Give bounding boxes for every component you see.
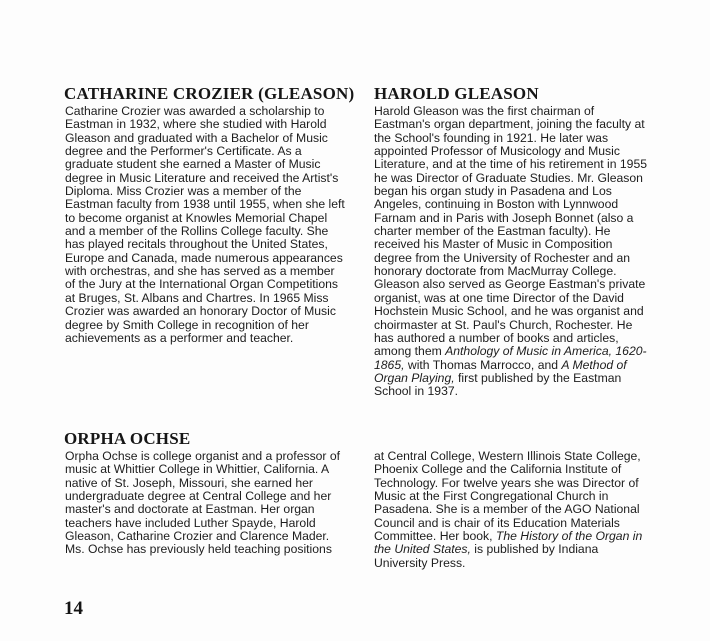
- body-line: Ms. Ochse has previously held teaching positions: [65, 542, 332, 557]
- body-line: honorary doctorate from MacMurray College.: [374, 264, 617, 279]
- body-line: Literature, and at the time of his retirement in 1955: [374, 157, 648, 172]
- body-line: undergraduate degree at Central College and her: [65, 489, 332, 504]
- body-line: Orpha Ochse is college organist and a professor of: [65, 449, 341, 463]
- body-line: music at Whittier College in Whittier, California. A: [65, 462, 330, 477]
- section-body-ochse-col2: [374, 450, 642, 570]
- body-line: Gleason and graduated with a Bachelor of Music: [65, 130, 328, 145]
- body-line: of the Jury at the International Organ Competitions: [65, 277, 339, 292]
- text-run: among them: [374, 344, 446, 359]
- body-line: choirmaster at St. Paul's Church, Rochester. He: [374, 317, 633, 332]
- body-line: the School's founding in 1921. He later was: [374, 130, 609, 145]
- body-line: School in 1937.: [374, 384, 459, 399]
- body-line: Eastman's organ department, joining the faculty at: [374, 117, 645, 132]
- body-line: native of St. Joseph, Missouri, she earned her: [65, 475, 313, 490]
- body-line: has played recitals throughout the United States,: [65, 237, 328, 252]
- book-title: The History of the Organ in: [495, 529, 643, 544]
- book-title: Organ Playing,: [374, 370, 455, 385]
- body-line: [374, 372, 647, 385]
- body-line: at Central College, Western Illinois State College,: [374, 449, 641, 463]
- body-line: Farnam and in Paris with Joseph Bonnet (also a: [374, 210, 634, 225]
- body-line: degree by Smith College in recognition of her: [65, 317, 309, 332]
- body-line: Diploma. Miss Crozier was a member of the: [65, 184, 302, 199]
- book-title: the United States,: [374, 542, 471, 557]
- body-line: at Bruges, St. Albans and Chartres. In 1965 Miss: [65, 290, 329, 305]
- body-line: [374, 359, 647, 372]
- text-run: Committee. Her book,: [374, 529, 496, 544]
- body-line: to become organist at Knowles Memorial Chapel: [65, 210, 328, 225]
- section-body-ochse-col1: [65, 450, 340, 557]
- body-line: Crozier was awarded an honorary Doctor of Music: [65, 304, 336, 319]
- body-line: appointed Professor of Musicology and Music: [374, 144, 620, 159]
- section-heading-crozier: CATHARINE CROZIER (GLEASON): [64, 84, 355, 103]
- book-title: 1865,: [374, 357, 405, 372]
- body-line: Europe and Canada, made numerous appearances: [65, 250, 343, 265]
- body-line: University Press.: [374, 555, 466, 570]
- body-line: Phoenix College and the California Institute of: [374, 462, 622, 477]
- body-line: teachers have included Luther Spayde, Harold: [65, 515, 316, 530]
- body-line: has authored a number of books and articles,: [374, 330, 619, 345]
- section-body-crozier: [65, 105, 345, 345]
- section-heading-gleason: HAROLD GLEASON: [374, 84, 539, 103]
- body-line: Gleason, Catharine Crozier and Clarence Mader.: [65, 529, 330, 544]
- body-line: [374, 543, 642, 556]
- text-run: with Thomas Marrocco, and: [404, 357, 562, 372]
- body-line: charter member of the Eastman faculty). He: [374, 224, 611, 239]
- body-line: began his organ study in Pasadena and Los: [374, 184, 612, 199]
- body-line: achievements as a performer and teacher.: [65, 330, 294, 345]
- book-title: Anthology of Music in America, 1620-: [445, 344, 647, 359]
- body-line: Pasadena. She is a member of the AGO National: [374, 502, 640, 517]
- body-line: graduate student she earned a Master of Music: [65, 157, 321, 172]
- section-body-gleason: [374, 105, 647, 399]
- body-line: received his Master of Music in Composition: [374, 237, 613, 252]
- text-run: is published by Indiana: [470, 542, 599, 557]
- body-line: [374, 530, 642, 543]
- body-line: degree from the University of Rochester and an: [374, 250, 631, 265]
- text-run: first published by the Eastman: [454, 370, 622, 385]
- page-number: 14: [64, 598, 83, 619]
- body-line: Technology. For twelve years she was Director of: [374, 475, 639, 490]
- body-line: organist, was at one time Director of the David: [374, 290, 624, 305]
- body-line: Angeles, continuing in Boston with Lynnwood: [374, 197, 619, 212]
- section-heading-ochse: ORPHA OCHSE: [64, 429, 191, 448]
- body-line: and a member of the Rollins College faculty. She: [65, 224, 329, 239]
- body-line: Gleason also served as George Eastman's private: [374, 277, 646, 292]
- body-line: degree and the Performer's Certificate. As a: [65, 144, 302, 159]
- body-line: Catharine Crozier was awarded a scholarship to: [65, 104, 325, 118]
- body-line: master's and doctorate at Eastman. Her organ: [65, 502, 315, 517]
- body-line: Harold Gleason was the first chairman of: [374, 104, 595, 118]
- body-line: Council and is chair of its Education Materials: [374, 515, 620, 530]
- body-line: [374, 345, 647, 358]
- body-line: with orchestras, and she has served as a member: [65, 264, 335, 279]
- body-line: Hochstein Music School, and he was organist and: [374, 304, 644, 319]
- book-title: A Method of: [561, 357, 627, 372]
- body-line: Eastman in 1932, where she studied with Harold: [65, 117, 327, 132]
- body-line: Eastman faculty from 1938 until 1955, when she left: [65, 197, 345, 212]
- body-line: degree in Music Literature and received the Artist's: [65, 170, 339, 185]
- body-line: Music at the First Congregational Church in: [374, 489, 609, 504]
- body-line: he was Director of Graduate Studies. Mr. Gleason: [374, 170, 643, 185]
